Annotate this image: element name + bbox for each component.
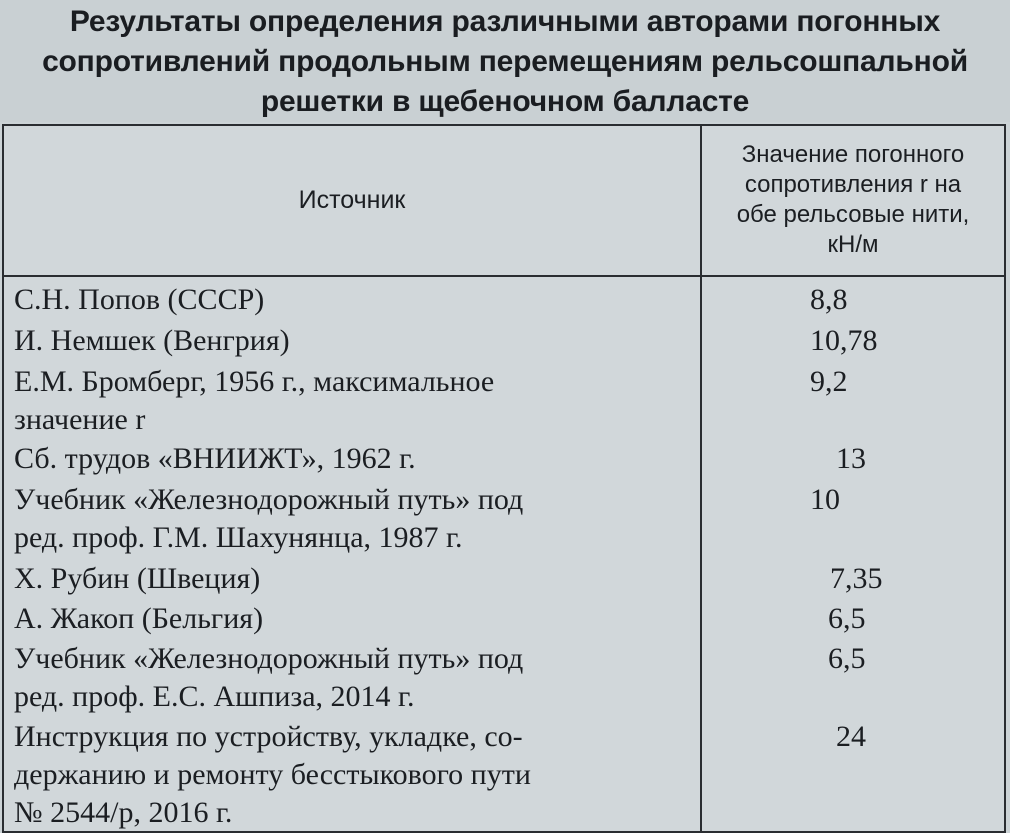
header-source: Источник [298, 186, 406, 214]
row-source: Учебник «Железнодорожный путь» под ред. проф. Е.С. Ашпиза, 2014 г. [14, 642, 524, 713]
row-value: 7,35 [830, 562, 883, 595]
row-value: 13 [836, 442, 866, 475]
row-source: Е.М. Бромберг, 1956 г., максимальное значение r [14, 365, 495, 436]
row-source: Сб. трудов «ВНИИЖТ», 1962 г. [14, 442, 416, 475]
header-value: Значение погонного сопротивления r на обе рельсовые нити, кН/м [736, 141, 970, 258]
row-source: Инструкция по устройству, укладке, со- держанию и ремонту бесстыкового пути № 2544/р, 2016 г. [14, 720, 531, 829]
row-source: А. Жакоп (Бельгия) [14, 602, 264, 635]
row-value: 24 [836, 720, 866, 753]
row-value: 6,5 [828, 642, 866, 675]
row-value: 10 [810, 483, 840, 516]
row-source: Х. Рубин (Швеция) [14, 562, 261, 595]
row-value: 9,2 [810, 365, 848, 398]
row-source: И. Немшек (Венгрия) [14, 324, 290, 357]
row-value: 8,8 [810, 283, 848, 316]
table-title: Результаты определения различными авторами погонных сопротивлений продольным перемещениям рельсошпальной решетки в щебеночном балласте [0, 0, 1010, 122]
row-value: 10,78 [810, 324, 878, 357]
table-header [4, 126, 1004, 277]
row-source: Учебник «Железнодорожный путь» под ред. проф. Г.М. Шахунянца, 1987 г. [14, 483, 524, 554]
resistance-table [2, 124, 1006, 833]
row-value: 6,5 [828, 602, 866, 635]
row-source: С.Н. Попов (СССР) [14, 283, 265, 316]
